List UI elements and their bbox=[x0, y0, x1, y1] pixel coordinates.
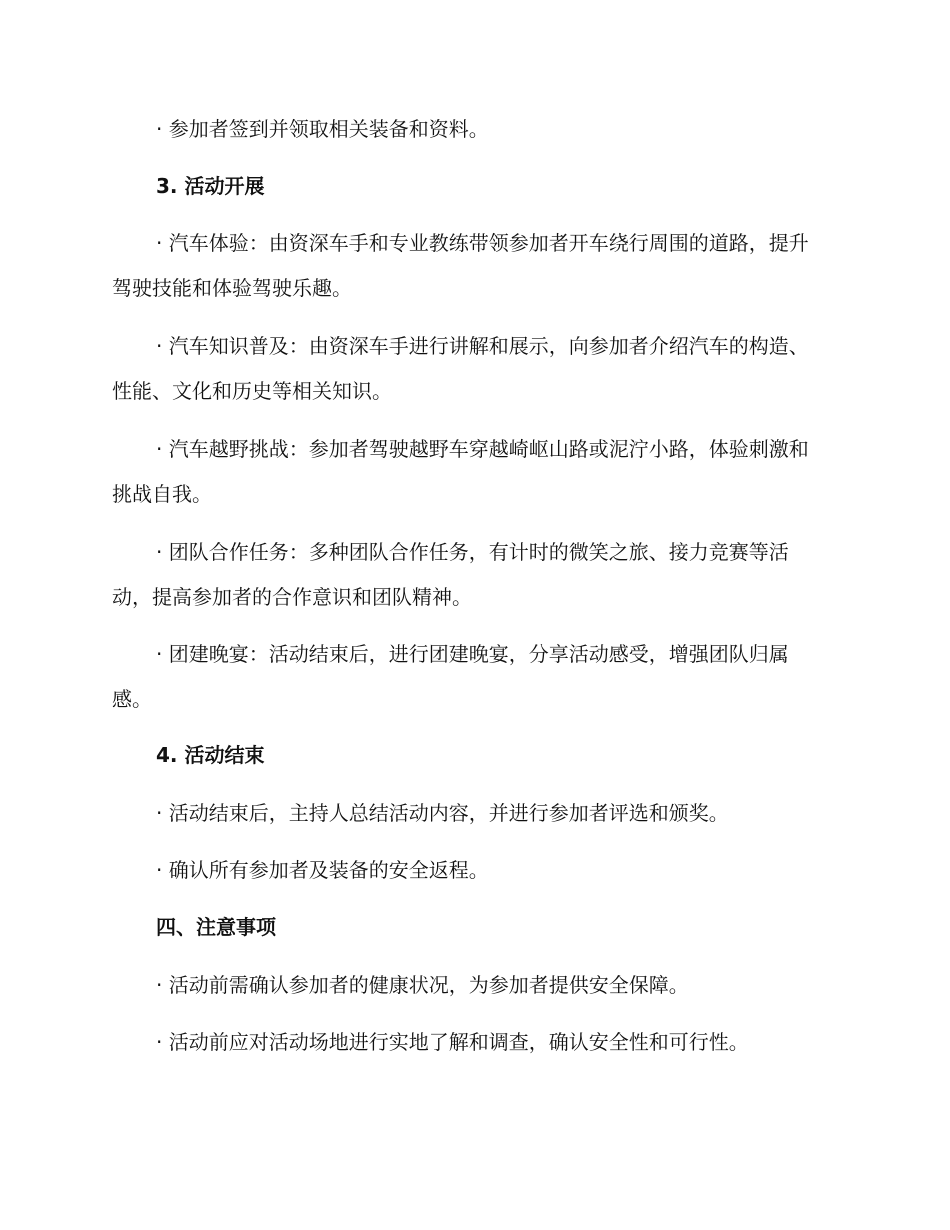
section-heading-notes: 四、注意事项 bbox=[156, 915, 276, 939]
bullet-safe-return: · 确认所有参加者及装备的安全返程。 bbox=[156, 858, 489, 882]
section-heading-activity-end: 4. 活动结束 bbox=[156, 743, 265, 767]
bullet-offroad-challenge: · 汽车越野挑战：参加者驾驶越野车穿越崎岖山路或泥泞小路，体验刺激和挑战自我。 bbox=[112, 437, 809, 506]
bullet-team-dinner: · 团建晚宴：活动结束后，进行团建晚宴，分享活动感受，增强团队归属感。 bbox=[112, 642, 789, 711]
bullet-car-knowledge: · 汽车知识普及：由资深车手进行讲解和展示，向参加者介绍汽车的构造、性能、文化和历史等相关知识。 bbox=[112, 334, 809, 403]
bullet-team-tasks: · 团队合作任务：多种团队合作任务，有计时的微笑之旅、接力竞赛等活动，提高参加者的合作意识和团队精神。 bbox=[112, 540, 789, 609]
bullet-site-survey: · 活动前应对活动场地进行实地了解和调查，确认安全性和可行性。 bbox=[156, 1030, 749, 1054]
bullet-health-check: · 活动前需确认参加者的健康状况，为参加者提供安全保障。 bbox=[156, 973, 689, 997]
bullet-checkin: · 参加者签到并领取相关装备和资料。 bbox=[156, 117, 489, 141]
bullet-car-experience: · 汽车体验：由资深车手和专业教练带领参加者开车绕行周围的道路，提升驾驶技能和体验驾驶乐趣。 bbox=[112, 231, 809, 300]
bullet-summary-awards: · 活动结束后，主持人总结活动内容，并进行参加者评选和颁奖。 bbox=[156, 801, 729, 825]
section-heading-activity: 3. 活动开展 bbox=[156, 174, 265, 198]
